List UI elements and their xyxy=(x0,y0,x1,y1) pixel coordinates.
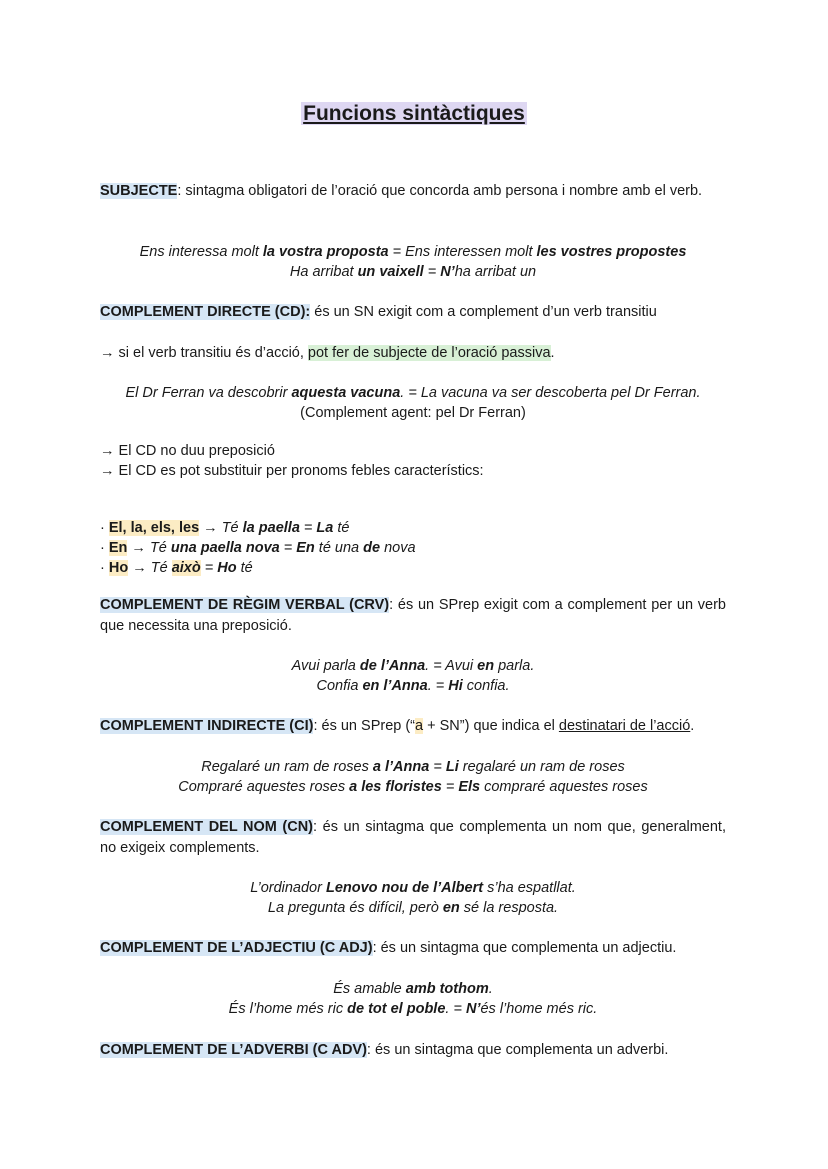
cd-pronoun-line-2: · En → Té una paella nova = En té una de nova xyxy=(100,540,416,556)
ci-term: COMPLEMENT INDIRECTE (CI) xyxy=(100,718,314,734)
subjecte-term: SUBJECTE xyxy=(100,183,178,199)
cd-pronoun-line-3: · Ho → Té això = Ho té xyxy=(100,560,253,576)
cadv-definition: COMPLEMENT DE L’ADVERBI (C ADV): és un sintagma que complementa un adverbi. xyxy=(100,1042,669,1058)
cd-rule-1: → El CD no duu preposició xyxy=(100,443,275,459)
cd-term: COMPLEMENT DIRECTE (CD): xyxy=(100,304,311,320)
crv-example-2: Confia en l’Anna. = Hi confia. xyxy=(316,678,510,694)
ci-definition: COMPLEMENT INDIRECTE (CI): és un SPrep (“a + SN”) que indica el destinatari de l’acció. xyxy=(100,718,695,734)
page-title: Funcions sintàctiques xyxy=(303,102,525,125)
subjecte-definition: SUBJECTE: sintagma obligatori de l’oració que concorda amb persona i nombre amb el verb. xyxy=(100,183,703,199)
cn-definition: COMPLEMENT DEL NOM (CN): és un sintagma que complementa un nom que, generalment, no exigeix complements. xyxy=(100,819,726,856)
crv-example-1: Avui parla de l’Anna. = Avui en parla. xyxy=(291,658,535,674)
cadj-term: COMPLEMENT DE L’ADJECTIU (C ADJ) xyxy=(100,940,373,956)
cn-example-1: L’ordinador Lenovo nou de l’Albert s’ha espatllat. xyxy=(250,880,576,896)
cadj-example-1: És amable amb tothom. xyxy=(333,981,493,997)
crv-term: COMPLEMENT DE RÈGIM VERBAL (CRV) xyxy=(100,597,390,613)
cn-example-2: La pregunta és difícil, però en sé la resposta. xyxy=(267,900,559,916)
ci-example-1: Regalaré un ram de roses a l’Anna = Li regalaré un ram de roses xyxy=(201,759,625,775)
subjecte-example-1: Ens interessa molt la vostra proposta = Ens interessen molt les vostres propostes xyxy=(139,244,687,260)
cd-definition: COMPLEMENT DIRECTE (CD): és un SN exigit com a complement d’un verb transitiu xyxy=(100,304,657,320)
cd-example-2: (Complement agent: pel Dr Ferran) xyxy=(300,405,526,421)
cd-rule-2: → El CD es pot substituir per pronoms febles característics: xyxy=(100,463,484,479)
cd-passive-note: → si el verb transitiu és d’acció, pot fer de subjecte de l’oració passiva. xyxy=(100,345,555,361)
cadv-term: COMPLEMENT DE L’ADVERBI (C ADV) xyxy=(100,1042,367,1058)
cd-pronoun-line-1: · El, la, els, les → Té la paella = La té xyxy=(100,520,350,536)
cadj-example-2: És l’home més ric de tot el poble. = N’és l’home més ric. xyxy=(228,1001,598,1017)
subjecte-example-2: Ha arribat un vaixell = N’ha arribat un xyxy=(289,264,537,280)
cadj-definition: COMPLEMENT DE L’ADJECTIU (C ADJ): és un sintagma que complementa un adjectiu. xyxy=(100,940,677,956)
cn-term: COMPLEMENT DEL NOM (CN) xyxy=(100,819,314,835)
cd-example-1: El Dr Ferran va descobrir aquesta vacuna. = La vacuna va ser descoberta pel Dr Ferran. xyxy=(125,385,701,401)
ci-example-2: Compraré aquestes roses a les floristes = Els compraré aquestes roses xyxy=(178,779,648,795)
crv-definition: COMPLEMENT DE RÈGIM VERBAL (CRV): és un SPrep exigit com a complement per un verb que necessita una preposició. xyxy=(100,597,726,634)
